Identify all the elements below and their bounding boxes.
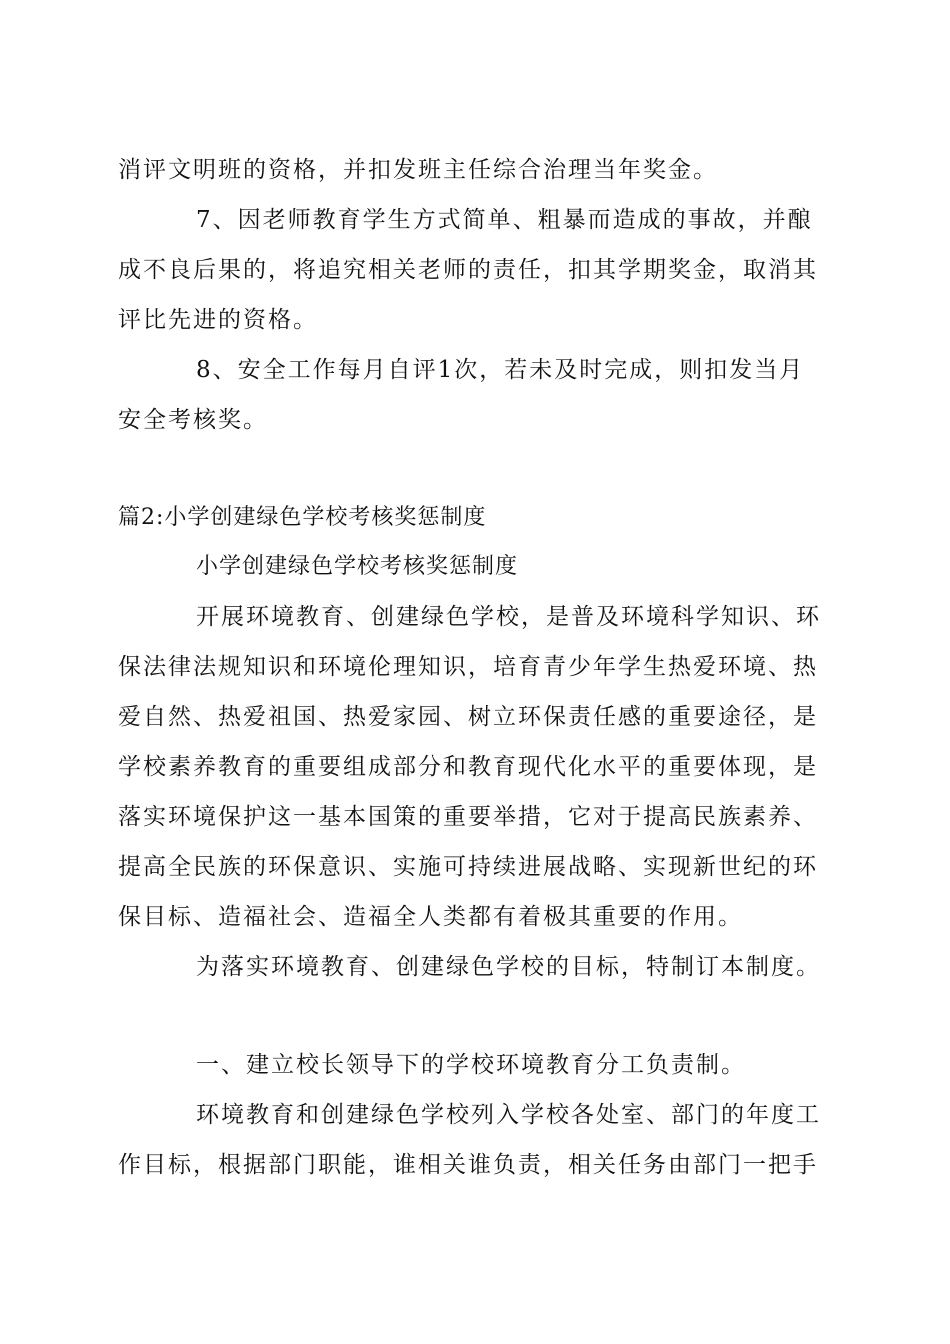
paragraph-line: 提高全民族的环保意识、实施可持续进展战略、实现新世纪的环	[118, 854, 818, 880]
paragraph-line: 环境教育和创建绿色学校列入学校各处室、部门的年度工	[196, 1102, 821, 1128]
paragraph-line: 安全考核奖。	[118, 407, 268, 433]
paragraph-line: 保目标、造福社会、造福全人类都有着极其重要的作用。	[118, 904, 743, 930]
paragraph-line: 评比先进的资格。	[118, 307, 318, 333]
paragraph-line: 学校素养教育的重要组成部分和教育现代化水平的重要体现，是	[118, 754, 818, 780]
paragraph-line: 消评文明班的资格，并扣发班主任综合治理当年奖金。	[118, 157, 718, 183]
paragraph-line: 为落实环境教育、创建绿色学校的目标，特制订本制度。	[196, 954, 821, 980]
paragraph-line: 爱自然、热爱祖国、热爱家园、树立环保责任感的重要途径，是	[118, 704, 818, 730]
section-subtitle: 小学创建绿色学校考核奖惩制度	[196, 554, 519, 579]
paragraph-line: 7、因老师教育学生方式简单、粗暴而造成的事故，并酿	[196, 207, 813, 233]
paragraph-line: 保法律法规知识和环境伦理知识，培育青少年学生热爱环境、热	[118, 654, 818, 680]
paragraph-line: 成不良后果的，将追究相关老师的责任，扣其学期奖金，取消其	[118, 257, 818, 283]
paragraph-line: 开展环境教育、创建绿色学校，是普及环境科学知识、环	[196, 604, 821, 630]
section-item-heading: 一、建立校长领导下的学校环境教育分工负责制。	[196, 1052, 746, 1078]
section-heading: 篇2:小学创建绿色学校考核奖惩制度	[118, 505, 487, 530]
paragraph-line: 作目标，根据部门职能，谁相关谁负责，相关任务由部门一把手	[118, 1152, 818, 1178]
paragraph-line: 8、安全工作每月自评1次，若未及时完成，则扣发当月	[196, 357, 805, 383]
paragraph-line: 落实环境保护这一基本国策的重要举措，它对于提高民族素养、	[118, 804, 818, 830]
